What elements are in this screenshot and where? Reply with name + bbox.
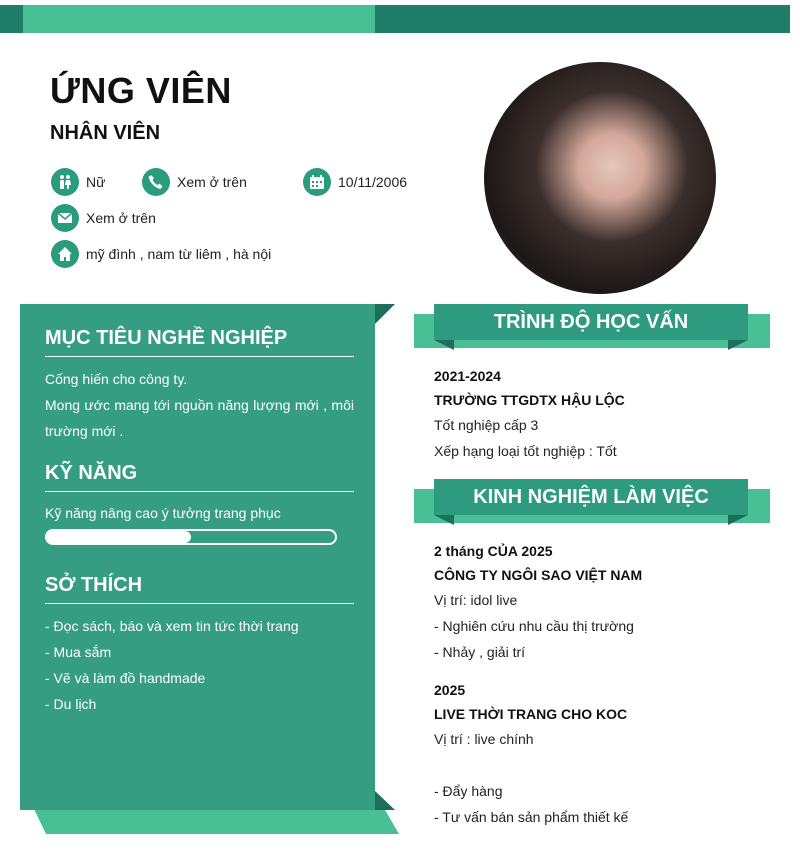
hobby-list — [45, 613, 354, 717]
objective-title: MỤC TIÊU NGHỀ NGHIỆP — [45, 327, 288, 349]
candidate-name: ỨNG VIÊN — [50, 70, 232, 111]
panel-fold — [375, 304, 395, 324]
address-info — [51, 240, 271, 268]
job-detail: - Nhảy , giải trí — [434, 644, 526, 660]
job-detail: - Nghiên cứu nhu cầu thị trường — [434, 618, 634, 634]
phone-icon — [142, 168, 170, 196]
job-period: 2 tháng CỦA 2025 — [434, 543, 553, 559]
divider — [45, 356, 354, 357]
divider — [45, 603, 354, 604]
hobby-item: - Mua sắm — [45, 644, 112, 660]
hobby-item: - Du lịch — [45, 696, 97, 712]
hobbies-title: SỞ THÍCH — [45, 574, 143, 596]
panel-fold — [375, 791, 395, 810]
education-detail: Xếp hạng loại tốt nghiệp : Tốt — [434, 443, 617, 459]
birthday-info — [303, 168, 407, 196]
gender-icon — [51, 168, 79, 196]
objective-text — [45, 366, 354, 444]
calendar-icon — [303, 168, 331, 196]
ribbon-fold — [728, 515, 748, 525]
divider — [45, 491, 354, 492]
home-icon — [51, 240, 79, 268]
job-period: 2025 — [434, 682, 466, 698]
skill-level-fill — [47, 531, 191, 543]
gender-info — [51, 168, 105, 196]
objective-line: Cống hiến cho công ty. — [45, 371, 188, 387]
education-title: TRÌNH ĐỘ HỌC VẤN — [434, 304, 748, 340]
experience-title: KINH NGHIỆM LÀM VIỆC — [434, 479, 748, 515]
job-company: CÔNG TY NGÔI SAO VIỆT NAM — [434, 567, 643, 583]
hobby-item: - Vẽ và làm đồ handmade — [45, 670, 206, 686]
education-detail: Tốt nghiệp cấp 3 — [434, 417, 539, 433]
gender-text: Nữ — [86, 174, 106, 190]
email-text: Xem ở trên — [86, 210, 156, 226]
avatar — [484, 62, 716, 294]
job-company: LIVE THỜI TRANG CHO KOC — [434, 706, 628, 722]
phone-text: Xem ở trên — [177, 174, 247, 190]
email-info — [51, 204, 156, 232]
job-detail: - Tư vấn bán sản phẩm thiết kế — [434, 809, 629, 825]
birthday-text: 10/11/2006 — [338, 174, 408, 190]
address-text: mỹ đình , nam từ liêm , hà nội — [86, 246, 272, 262]
ribbon-fold — [434, 340, 454, 350]
candidate-position: NHÂN VIÊN — [50, 122, 161, 144]
job-detail: Vị trí: idol live — [434, 592, 518, 608]
top-bar-accent — [23, 5, 375, 33]
job-detail: - Đẩy hàng — [434, 783, 503, 799]
education-period: 2021-2024 — [434, 368, 501, 384]
envelope-icon — [51, 204, 79, 232]
objective-line: Mong ước mang tới nguồn năng lượng mới , môi trường mới . — [45, 397, 354, 439]
ribbon-fold — [728, 340, 748, 350]
hobby-item: - Đọc sách, báo và xem tin tức thời trang — [45, 618, 299, 634]
ribbon-fold — [434, 515, 454, 525]
skills-title: KỸ NĂNG — [45, 462, 138, 484]
skill-name: Kỹ năng nâng cao ý tưởng trang phục — [45, 505, 281, 521]
job-detail: Vị trí : live chính — [434, 731, 534, 747]
phone-info — [142, 168, 247, 196]
education-school: TRƯỜNG TTGDTX HẬU LỘC — [434, 392, 625, 408]
